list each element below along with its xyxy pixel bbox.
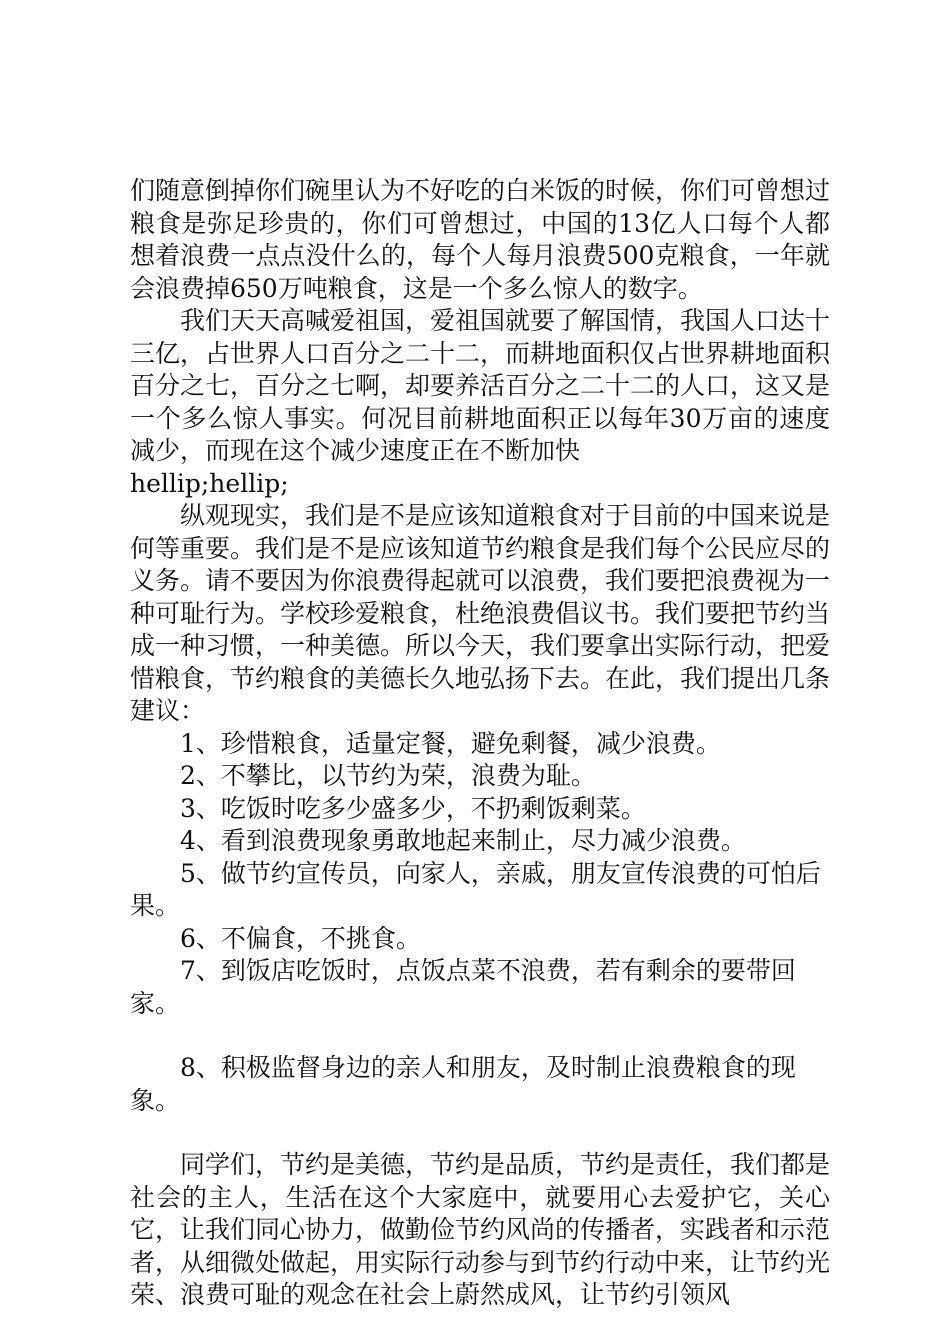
suggestion-item-2: 2、不攀比，以节约为荣，浪费为耻。 bbox=[180, 761, 596, 790]
suggestion-item-1: 1、珍惜粮食，适量定餐，避免剩餐，减少浪费。 bbox=[180, 728, 721, 758]
suggestion-item-3: 3、吃饭时吃多少盛多少，不扔剩饭剩菜。 bbox=[180, 793, 646, 823]
paragraph-national-conditions-text: 我们天天高喊爱祖国，爱祖国就要了解国情，我国人口达十三亿，占世界人口百分之二十二，而耕地面积仅占世界耕地面积百分之七，百分之七啊，却要养活百分之二十二的人口，这又是一个多么惊人事实。何况目前耕地面积正以每年30万亩的速度减少，而现在这个减少速度正在不断加快 bbox=[130, 306, 831, 465]
paragraph-closing: 同学们，节约是美德，节约是品质，节约是责任，我们都是社会的主人，生活在这个大家庭中，就要用心去爱护它，关心它，让我们同心协力，做勤俭节约风尚的传播者，实践者和示范者，从细微处做起，用实际行动参与到节约行动中来，让节约光荣、浪费可耻的观念在社会上蔚然成风，让节约引领风 bbox=[130, 1150, 831, 1309]
document-body bbox=[130, 175, 830, 1312]
suggestion-item-5: 5、做节约宣传员，向家人，亲戚，朋友宣传浪费的可怕后果。 bbox=[130, 858, 821, 920]
suggestion-item-4: 4、看到浪费现象勇敢地起来制止，尽力减少浪费。 bbox=[180, 826, 746, 855]
suggestion-item-6: 6、不偏食，不挑食。 bbox=[180, 923, 421, 953]
suggestion-item-7: 7、到饭店吃饭时，点饭点菜不浪费，若有剩余的要带回家。 bbox=[130, 956, 796, 1018]
suggestion-item-8: 8、积极监督身边的亲人和朋友，及时制止浪费粮食的现象。 bbox=[130, 1053, 796, 1115]
paragraph-reality: 纵观现实，我们是不是应该知道粮食对于目前的中国来说是何等重要。我们是不是应该知道节约粮食是我们每个公民应尽的义务。请不要因为你浪费得起就可以浪费，我们要把浪费视为一种可耻行为。学校珍爱粮食，杜绝浪费倡议书。我们要把节约当成一种习惯，一种美德。所以今天，我们要拿出实际行动，把爱惜粮食，节约粮食的美德长久地弘扬下去。在此，我们提出几条建议： bbox=[130, 501, 831, 725]
ellipsis-text: hellip;hellip; bbox=[130, 468, 289, 498]
paragraph-waste-rice: 们随意倒掉你们碗里认为不好吃的白米饭的时候，你们可曾想过粮食是弥足珍贵的，你们可曾想过，中国的13亿人口每个人都想着浪费一点点没什么的，每个人每月浪费500克粮食，一年就会浪费掉650万吨粮食，这是一个多么惊人的数字。 bbox=[130, 176, 831, 303]
paragraph-national-conditions bbox=[130, 305, 830, 500]
